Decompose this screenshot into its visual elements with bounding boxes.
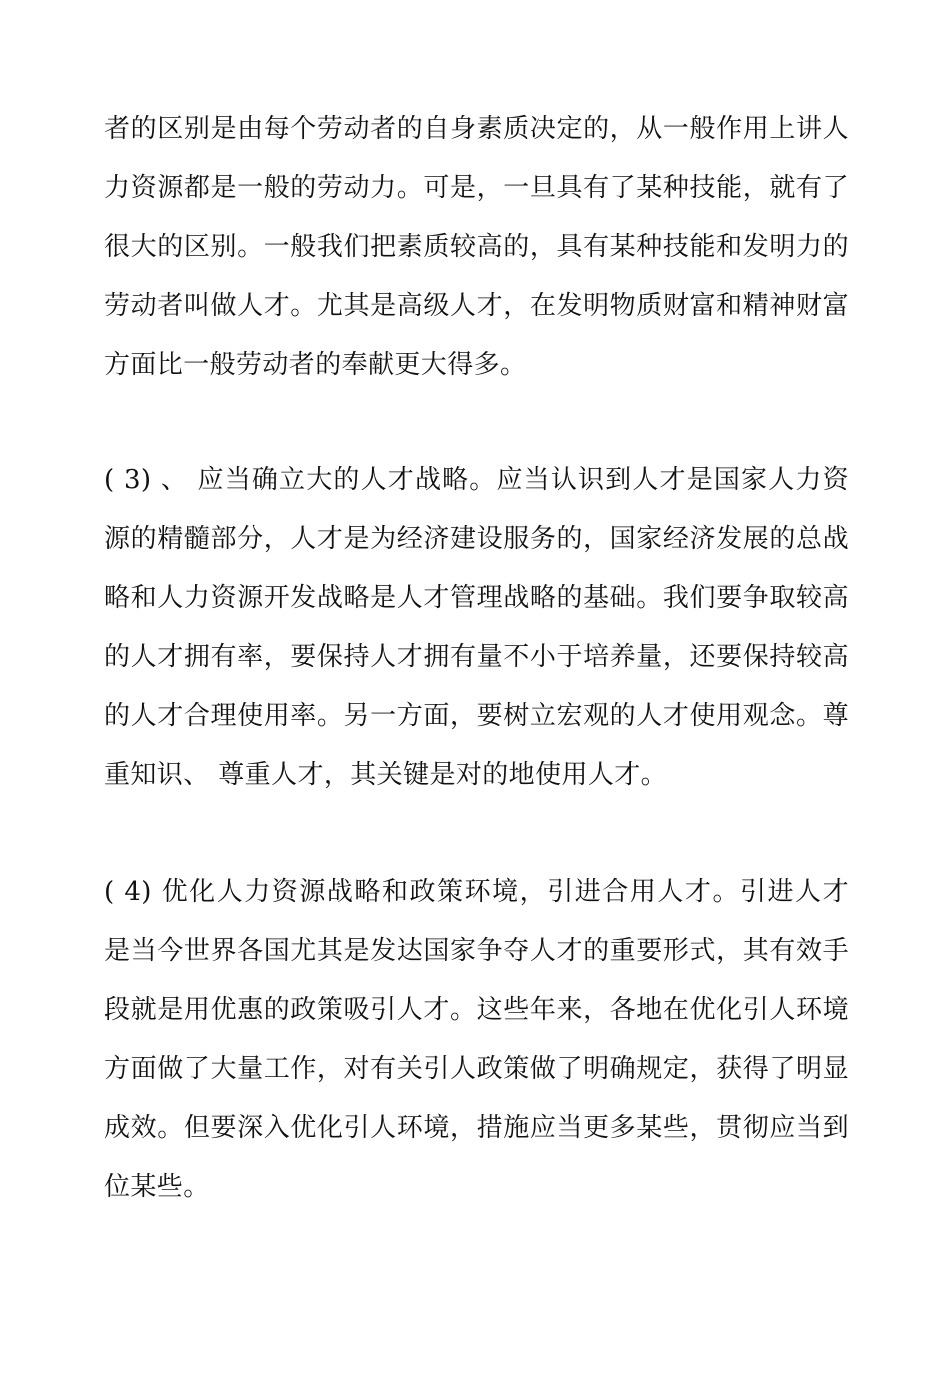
text-line: 者的区别是由每个劳动者的自身素质决定的，从一般作用上讲人	[104, 114, 849, 144]
text-line: 方面比一般劳动者的奉献更大得多。	[104, 350, 527, 380]
text-line: 是当今世界各国尤其是发达国家争夺人才的重要形式，其有效手	[104, 936, 849, 966]
text-line: ( 4) 优化人力资源战略和政策环境，引进合用人才。引进人才	[104, 877, 849, 907]
text-line: 源的精髓部分，人才是为经济建设服务的，国家经济发展的总战	[104, 524, 849, 554]
text-line: 位某些。	[104, 1172, 210, 1202]
text-line: 重知识、 尊重人才，其关键是对的地使用人才。	[104, 760, 668, 790]
text-line: 的人才合理使用率。另一方面，要树立宏观的人才使用观念。尊	[104, 701, 849, 731]
paragraph-policy-environment	[104, 863, 849, 1217]
paragraph-talent-strategy	[104, 451, 849, 805]
text-line: 方面做了大量工作，对有关引人政策做了明确规定，获得了明显	[104, 1054, 849, 1084]
text-line: 力资源都是一般的劳动力。可是，一旦具有了某种技能，就有了	[104, 173, 849, 203]
text-line: 段就是用优惠的政策吸引人才。这些年来，各地在优化引人环境	[104, 995, 849, 1025]
text-line: 成效。但要深入优化引人环境，措施应当更多某些，贯彻应当到	[104, 1113, 849, 1143]
text-line: 略和人力资源开发战略是人才管理战略的基础。我们要争取较高	[104, 583, 849, 613]
text-line: 的人才拥有率，要保持人才拥有量不小于培养量，还要保持较高	[104, 642, 849, 672]
text-line: 劳动者叫做人才。尤其是高级人才，在发明物质财富和精神财富	[104, 291, 849, 321]
text-line: ( 3) 、 应当确立大的人才战略。应当认识到人才是国家人力资	[104, 465, 849, 495]
text-line: 很大的区别。一般我们把素质较高的，具有某种技能和发明力的	[104, 232, 849, 262]
paragraph-talent-distinction	[104, 100, 849, 395]
